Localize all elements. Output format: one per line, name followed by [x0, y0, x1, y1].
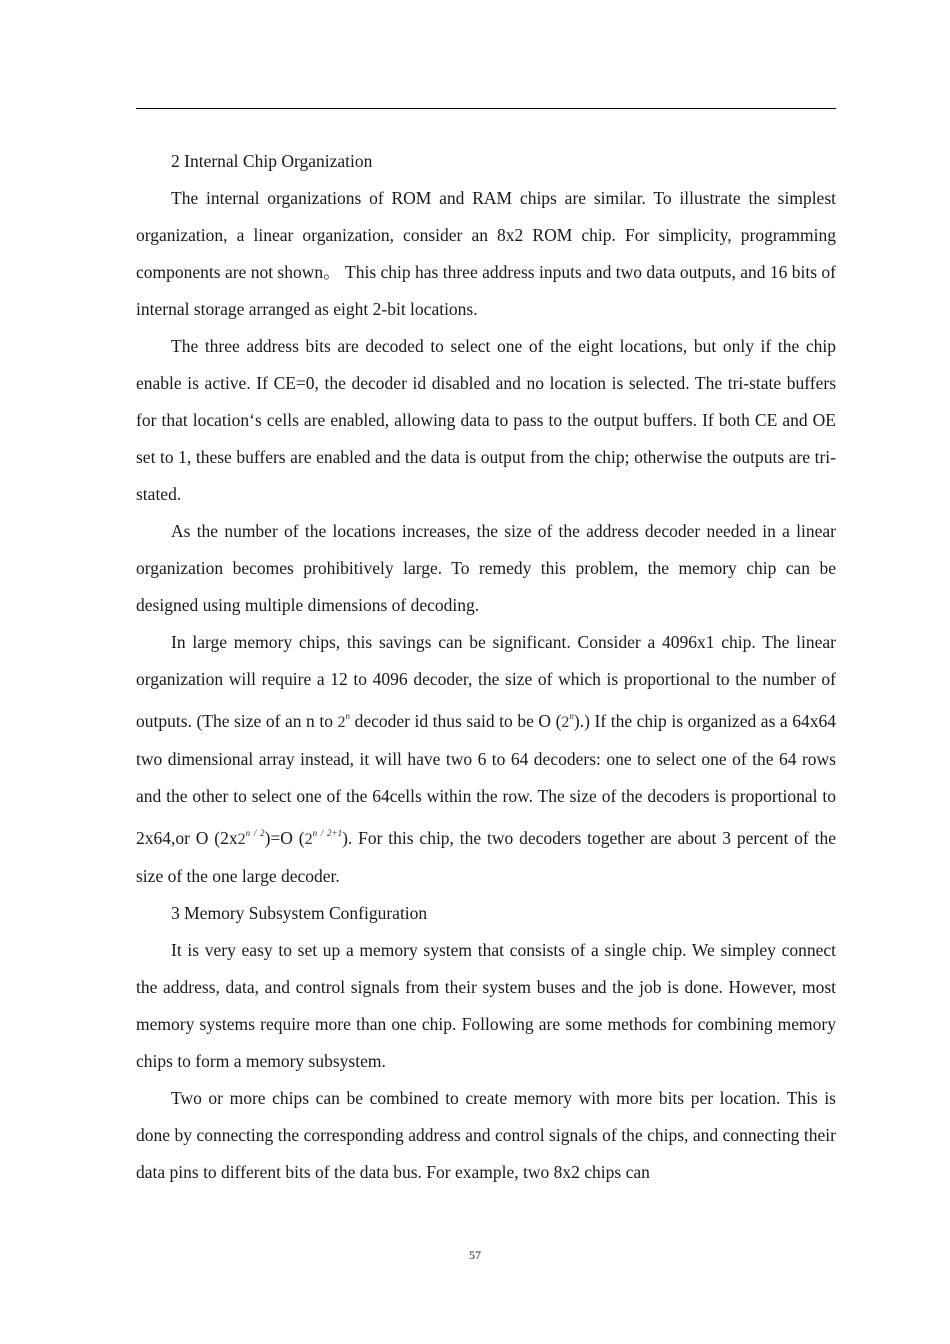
paragraph-5: It is very easy to set up a memory system that consists of a single chip. We simpley connect the address, data, and control signals from their system buses and the job is done. However, most memory systems require more than one chip. Following are some methods for combining memory chips to form a memory subsystem. [136, 940, 836, 1071]
p4-text-1: In large memory chips, this savings can be significant. Consider a 4096x1 chip. The linear organization will require a 12 to 4096 decoder, the size of which is proportional to the number of outputs. (The size of an n to [136, 632, 836, 731]
formula-2-pow-n-b: 2$^n$ [561, 711, 574, 731]
document-body [136, 143, 836, 1191]
paragraph-6: Two or more chips can be combined to create memory with more bits per location. This is done by connecting the corresponding address and control signals of the chips, and connecting their data pins to different bits of the data bus. For example, two 8x2 chips can [136, 1088, 836, 1182]
paragraph-1: The internal organizations of ROM and RAM chips are similar. To illustrate the simplest organization, a linear organization, consider an 8x2 ROM chip. For simplicity, programming components are not shown。 This chip has three address inputs and two data outputs, and 16 bits of internal storage arranged as eight 2-bit locations. [136, 188, 836, 319]
section-3-heading: 3 Memory Subsystem Configuration [171, 903, 428, 923]
formula-2-pow-n-half-plus-1: $2^{n / 2+1}$ [304, 828, 343, 848]
paragraph-3: As the number of the locations increases, the size of the address decoder needed in a linear organization becomes prohibitively large. To remedy this problem, the memory chip can be designed using multiple dimensions of decoding. [136, 521, 836, 615]
p4-text-2: decoder id thus said to be O ( [350, 711, 562, 731]
p4-text-4: )=O ( [264, 828, 305, 848]
p4-text-5: ). For this chip, the two decoders together are about 3 percent of the size of the one large decoder. [136, 828, 836, 886]
paragraph-4 [136, 624, 836, 895]
formula-2-pow-n-half: $2^{n / 2}$ [237, 828, 265, 848]
section-2-heading: 2 Internal Chip Organization [171, 151, 373, 171]
p4-text-3: ).) If the chip is organized as a 64x64 two dimensional array instead, it will have two 6 to 64 decoders: one to select one of the 64 rows and the other to select one of the 64cells within the row. The size of the decoders is proportional to 2x64,or O (2x [136, 711, 837, 848]
formula-2-pow-n: 2$^n$ [337, 711, 351, 731]
page-number: 57 [469, 1248, 481, 1262]
header-rule [136, 108, 836, 109]
paragraph-2: The three address bits are decoded to select one of the eight locations, but only if the chip enable is active. If CE=0, the decoder id disabled and no location is selected. The tri-state buffers for that location‘s cells are enabled, allowing data to pass to the output buffers. If both CE and OE set to 1, these buffers are enabled and the data is output from the chip; otherwise the outputs are tri-stated. [136, 336, 836, 504]
